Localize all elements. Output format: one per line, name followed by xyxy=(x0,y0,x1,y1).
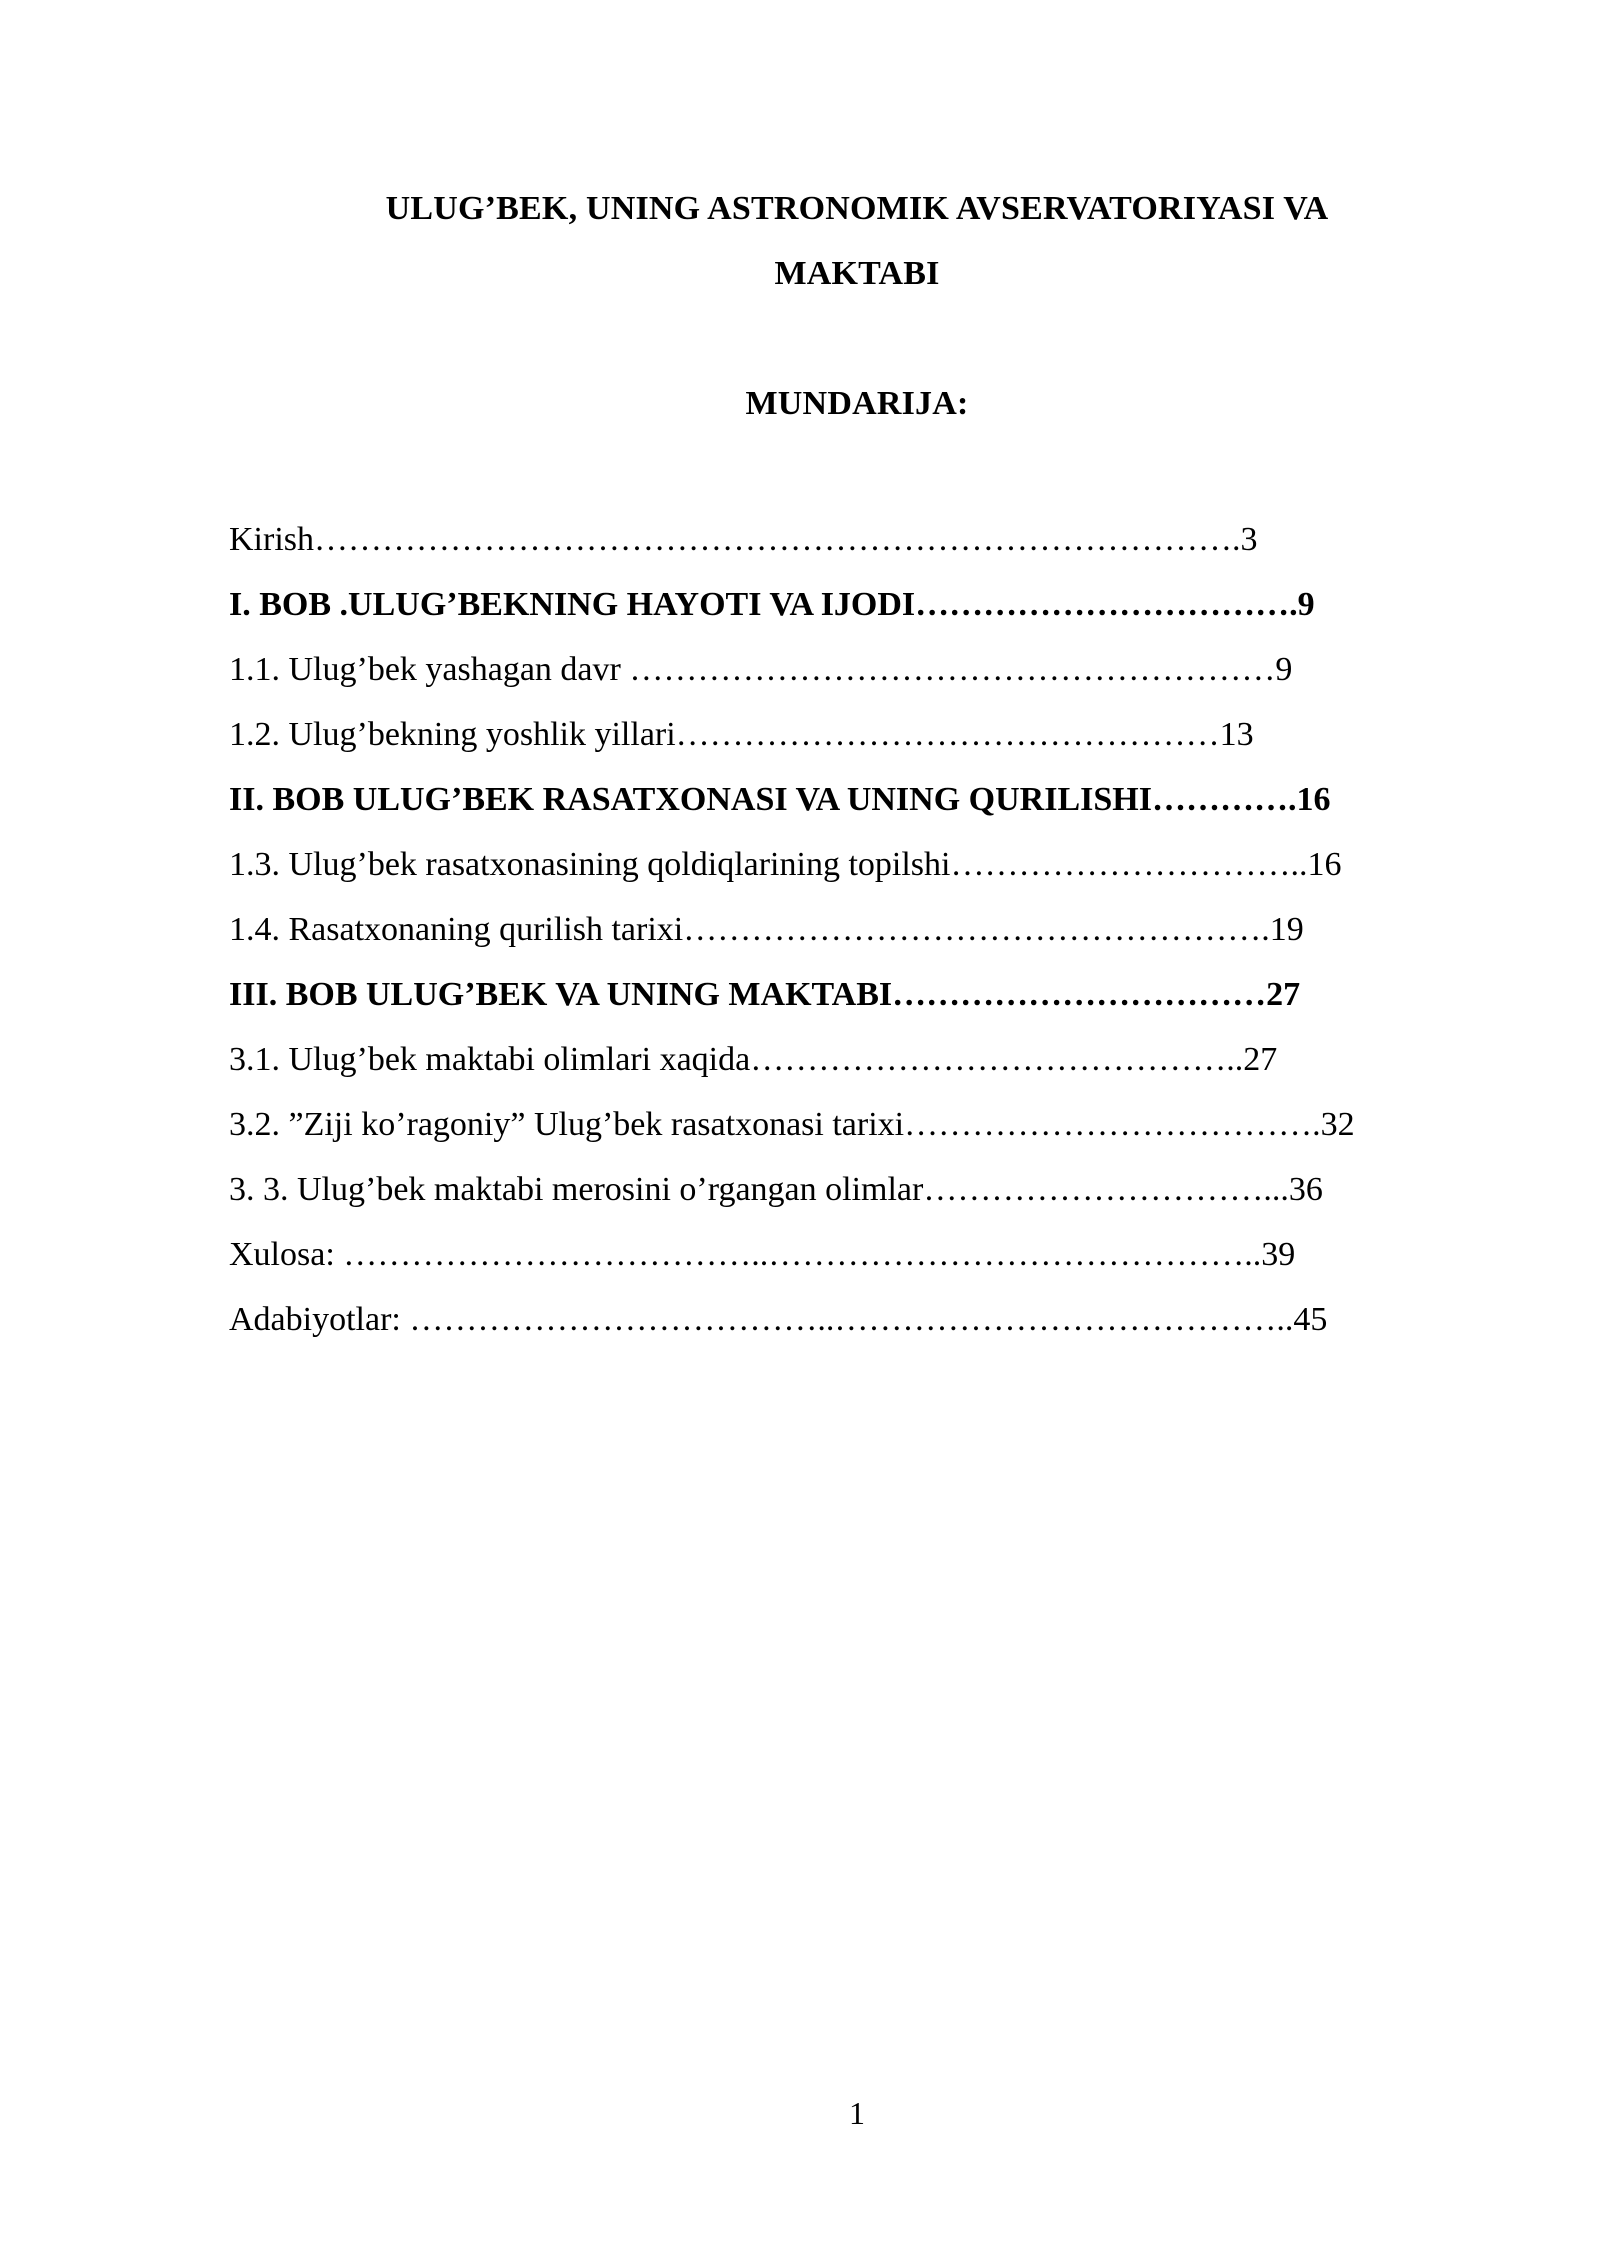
toc-entry-kirish: Kirish……………………………………………………………………….3 xyxy=(229,521,1258,558)
toc-entry-3-2: 3.2. ”Ziji ko’ragoniy” Ulug’bek rasatxonasi tarixi……………………………….32 xyxy=(229,1106,1355,1143)
toc-entry-3-3: 3. 3. Ulug’bek maktabi merosini o’rgangan olimlar…………………………...36 xyxy=(229,1171,1323,1208)
toc-entry-1-1: 1.1. Ulug’bek yashagan davr …………………………………………………9 xyxy=(229,651,1293,688)
toc-entry-chapter-3: III. BOB ULUG’BEK VA UNING MAKTABI……………………………27 xyxy=(229,976,1301,1013)
document-title-line-1: ULUG’BEK, UNING ASTRONOMIK AVSERVATORIYASI VA xyxy=(385,190,1329,227)
toc-heading: MUNDARIJA: xyxy=(745,385,969,422)
toc-entry-1-4: 1.4. Rasatxonaning qurilish tarixi…………………………………………….19 xyxy=(229,911,1304,948)
toc-entry-chapter-1: I. BOB .ULUG’BEKNING HAYOTI VA IJODI…………………………….9 xyxy=(229,586,1315,623)
toc-entry-xulosa: Xulosa: ………………………………..……………………………………..39 xyxy=(229,1236,1296,1273)
toc-entry-1-2: 1.2. Ulug’bekning yoshlik yillari…………………………………………13 xyxy=(229,716,1254,753)
document-title-line-2: MAKTABI xyxy=(774,255,940,292)
toc-entry-chapter-2: II. BOB ULUG’BEK RASATXONASI VA UNING QURILISHI………….16 xyxy=(229,781,1331,818)
toc-entry-3-1: 3.1. Ulug’bek maktabi olimlari xaqida……………………………………..27 xyxy=(229,1041,1278,1078)
toc-entry-adabiyotlar: Adabiyotlar: ………………………………..…………………………………..45 xyxy=(229,1301,1328,1338)
toc-entry-1-3: 1.3. Ulug’bek rasatxonasining qoldiqlarining topilshi…………………………..16 xyxy=(229,846,1342,883)
page-number: 1 xyxy=(849,2095,865,2131)
